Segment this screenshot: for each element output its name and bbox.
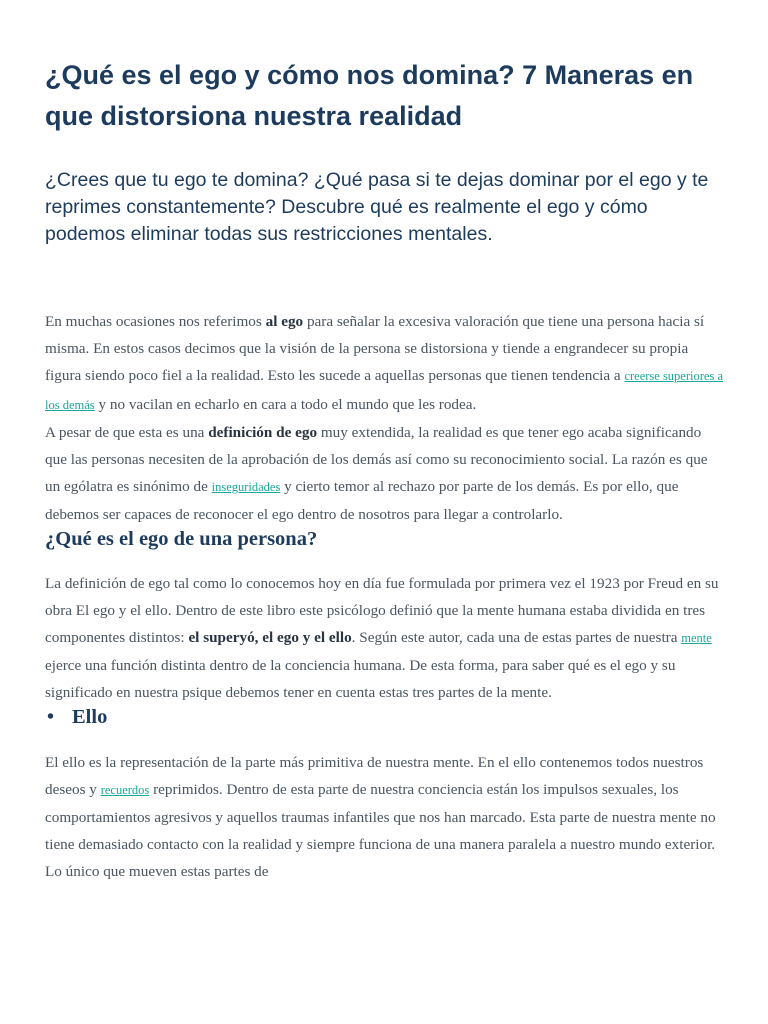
paragraph-text: El ello es la representación de la parte más primitiva de nuestra mente. En el ello contenemos todos nuestros deseos y (45, 753, 704, 798)
paragraph-ello (45, 749, 725, 886)
bullet-marker: • (47, 705, 55, 728)
link-recuerdos[interactable]: recuerdos (100, 782, 150, 797)
paragraph-text: A pesar de que esta es una (45, 423, 209, 441)
bullet-label: Ello (72, 705, 108, 728)
paragraph-text: . Según este autor, cada una de estas partes de nuestra (351, 629, 682, 647)
bullet-item-ello (45, 703, 725, 731)
bold-term-definicion: definición de ego (208, 423, 318, 441)
bold-term-ego: al ego (265, 313, 304, 330)
paragraph-freud (45, 570, 725, 707)
bold-term-componentes: el superyó, el ego y el ello (188, 629, 352, 647)
bullet-list (45, 703, 725, 731)
section-heading: ¿Qué es el ego de una persona? (45, 527, 318, 550)
link-superiores[interactable]: creerse superiores a los demás (45, 369, 723, 412)
paragraph-text: La definición de ego tal como lo conocemos hoy en día fue formulada por primera vez el 1923 por Freud en su obra El ego y el ello. Dentro de este libro este psicólogo definió que la mente humana estaba dividida en tres componentes distintos: (45, 574, 719, 647)
paragraph-definition (45, 419, 725, 529)
link-inseguridades[interactable]: inseguridades (211, 480, 281, 495)
paragraph-text: reprimidos. Dentro de esta parte de nuestra conciencia están los impulsos sexuales, los comportamientos agresivos y aquellos traumas infantiles que nos han marcado. Esta parte de nuestra mente no tiene demasiado contacto con la realidad y siempre funciona de una manera paralela a nuestro mundo exterior. Lo único que mueven estas partes de (45, 780, 716, 881)
link-mente[interactable]: mente (681, 631, 712, 646)
article (45, 0, 725, 886)
paragraph-text: para señalar la excesiva valoración que tiene una persona hacia sí misma. En estos casos decimos que la visión de la persona se distorsiona y tiende a engrandecer su propia figura siendo poco fiel a la realidad. Esto les sucede a aquellas personas que tienen tendencia a (45, 313, 705, 385)
paragraph-text: En muchas ocasiones nos referimos (45, 313, 266, 330)
article-subtitle: ¿Crees que tu ego te domina? ¿Qué pasa si te dejas dominar por el ego y te reprimes constantemente? Descubre qué es realmente el ego y cómo podemos eliminar todas sus restricciones mentales. (45, 169, 709, 245)
article-title: ¿Qué es el ego y cómo nos domina? 7 Maneras en que distorsiona nuestra realidad (45, 60, 694, 131)
paragraph-text: muy extendida, la realidad es que tener ego acaba significando que las personas necesiten de la aprobación de los demás así como su reconocimiento social. La razón es que un ególatra es sinónimo de (45, 423, 708, 496)
paragraph-text: y cierto temor al rechazo por parte de los demás. Es por ello, que debemos ser capaces de reconocer el ego dentro de nosotros para llegar a controlarlo. (45, 478, 679, 524)
paragraph-text: ejerce una función distinta dentro de la conciencia humana. De esta forma, para saber qué es el ego y su significado en nuestra psique debemos tener en cuenta estas tres partes de la mente. (45, 657, 676, 702)
paragraph-intro (45, 308, 725, 419)
paragraph-text: y no vacilan en echarlo en cara a todo el mundo que les rodea. (94, 395, 477, 413)
